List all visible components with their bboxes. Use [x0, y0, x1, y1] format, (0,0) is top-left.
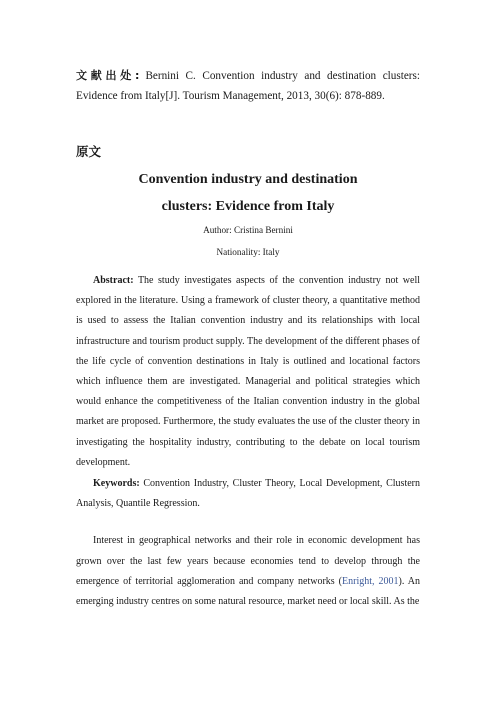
source-label: 文献出处: — [76, 69, 140, 82]
body-text-before: Interest in geographical networks and their role in economic development has grown over the last few years because economies tend to develop through the emergence of territorial agglomeration and company networks ( — [76, 535, 420, 587]
page-content — [76, 66, 420, 612]
author-line: Author: Cristina Bernini — [203, 225, 293, 235]
keywords-text: Convention Industry, Cluster Theory, Local Development, Clustern Analysis, Quantile Regression. — [76, 478, 420, 510]
paper-title — [76, 166, 420, 220]
keywords-paragraph — [76, 474, 420, 514]
citation-link[interactable]: Enright, 2001 — [342, 575, 399, 587]
source-reference — [76, 66, 420, 106]
body-text-after: ). An emerging industry centres on some natural resource, market need or local skill. As the — [76, 575, 421, 608]
abstract-label: Abstract: — [93, 275, 134, 286]
original-text-label: 原文 — [76, 144, 102, 159]
nationality-line: Nationality: Italy — [216, 247, 280, 257]
paper-title-line-1: Convention industry and destination — [138, 172, 358, 187]
paper-title-line-2: clusters: Evidence from Italy — [161, 199, 335, 214]
source-citation: Bernini C. Convention industry and destination clusters: Evidence from Italy[J]. Tourism Management, 2013, 30(6): 878-889. — [76, 70, 420, 102]
keywords-label: Keywords: — [93, 478, 140, 490]
abstract-paragraph — [76, 271, 420, 473]
body-paragraph — [76, 531, 420, 612]
abstract-text: The study investigates aspects of the convention industry not well explored in the literature. Using a framework of cluster theory, a quantitative method is used to assess the Italian convention industry and its relationships with local infrastructure and tourism product supply. The development of the different phases of the life cycle of convention destinations in Italy is outlined and locational factors which influence them are investigated. Managerial and political strategies which would enhance the competitiveness of the Italian convention industry in the global market are proposed. Furthermore, the study evaluates the use of the cluster theory in investigating the hospitality industry, contributing to the debate on local tourism development. — [76, 275, 421, 468]
